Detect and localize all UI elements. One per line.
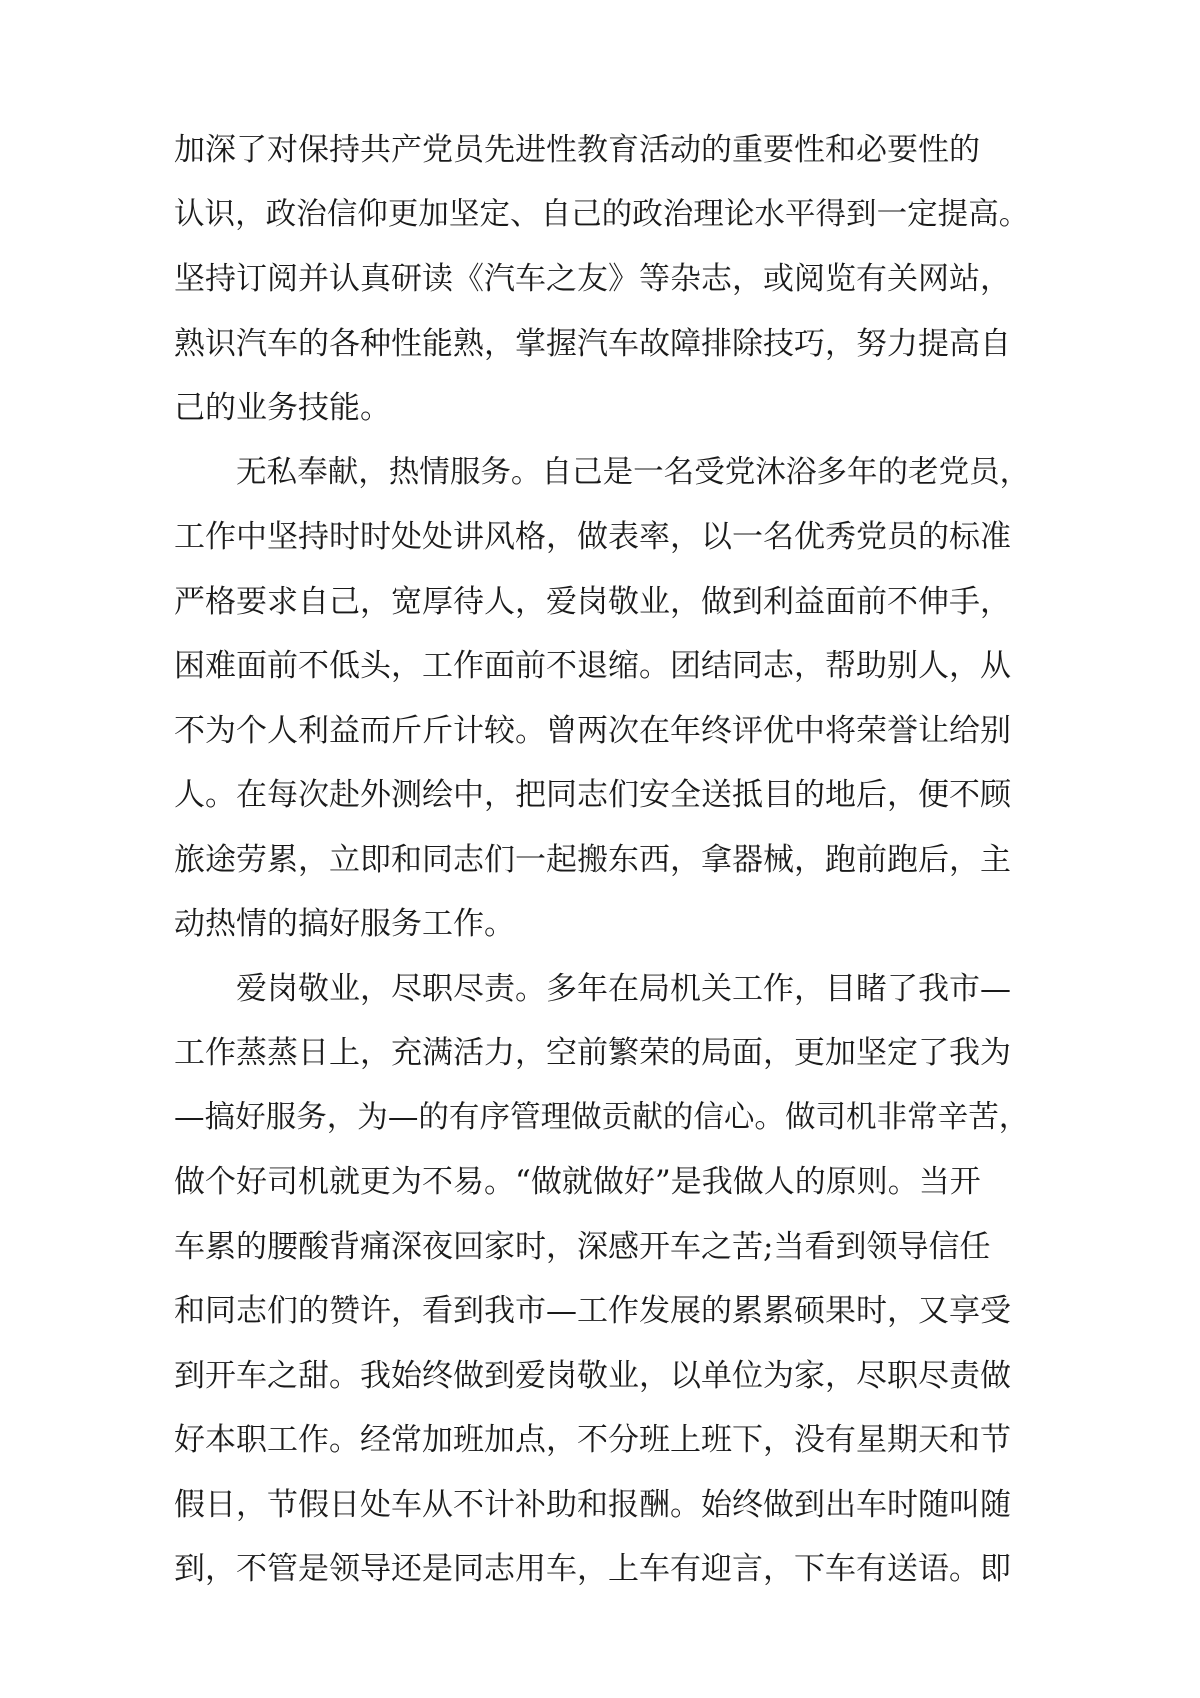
paragraph-line: 旅途劳累，立即和同志们一起搬东西，拿器械，跑前跑后，主 (174, 841, 1011, 878)
paragraph-line: 困难面前不低头，工作面前不退缩。团结同志，帮助别人，从 (174, 648, 1011, 684)
paragraph-line: 车累的腰酸背痛深夜回家时，深感开车之苦;当看到领导信任 (174, 1228, 991, 1265)
paragraph-line: 不为个人利益而斤斤计较。曾两次在年终评优中将荣誉让给别 (174, 712, 1011, 749)
paragraph-line: 做个好司机就更为不易。“做就做好”是我做人的原则。当开 (174, 1164, 981, 1200)
paragraph-line: 爱岗敬业，尽职尽责。多年在局机关工作，目睹了我市— (236, 970, 1011, 1007)
paragraph-line: 好本职工作。经常加班加点，不分班上班下，没有星期天和节 (174, 1422, 1011, 1458)
paragraph-line: 假日，节假日处车从不计补助和报酬。始终做到出车时随叫随 (174, 1486, 1011, 1523)
paragraph-line: 人。在每次赴外测绘中，把同志们安全送抵目的地后，便不顾 (174, 777, 1011, 813)
paragraph-3 (174, 957, 1034, 1602)
paragraph-line: 工作蒸蒸日上，充满活力，空前繁荣的局面，更加坚定了我为 (174, 1035, 1011, 1071)
paragraph-line: 严格要求自己，宽厚待人，爱岗敬业，做到利益面前不伸手， (174, 583, 1011, 620)
paragraph-line: 认识，政治信仰更加坚定、自己的政治理论水平得到一定提高。 (174, 196, 1030, 232)
document-body (174, 118, 1034, 1602)
paragraph-2 (174, 441, 1034, 957)
paragraph-line: 己的业务技能。 (174, 390, 391, 426)
paragraph-line: 动热情的搞好服务工作。 (174, 906, 515, 942)
paragraph-line: 到开车之甜。我始终做到爱岗敬业，以单位为家，尽职尽责做 (174, 1357, 1011, 1394)
paragraph-line: 无私奉献，热情服务。自己是一名受党沐浴多年的老党员， (236, 454, 1031, 490)
paragraph-line: 坚持订阅并认真研读《汽车之友》等杂志，或阅览有关网站， (174, 261, 1011, 297)
paragraph-line: 和同志们的赞许，看到我市—工作发展的累累硕果时，又享受 (174, 1293, 1011, 1329)
paragraph-1 (174, 118, 1034, 441)
paragraph-line: 熟识汽车的各种性能熟，掌握汽车故障排除技巧，努力提高自 (174, 325, 1011, 362)
paragraph-line: —搞好服务，为—的有序管理做贡献的信心。做司机非常辛苦， (174, 1099, 1030, 1135)
paragraph-line: 到，不管是领导还是同志用车，上车有迎言，下车有送语。即 (174, 1551, 1011, 1587)
paragraph-line: 工作中坚持时时处处讲风格，做表率，以一名优秀党员的标准 (174, 519, 1011, 555)
paragraph-line: 加深了对保持共产党员先进性教育活动的重要性和必要性的 (174, 132, 980, 168)
